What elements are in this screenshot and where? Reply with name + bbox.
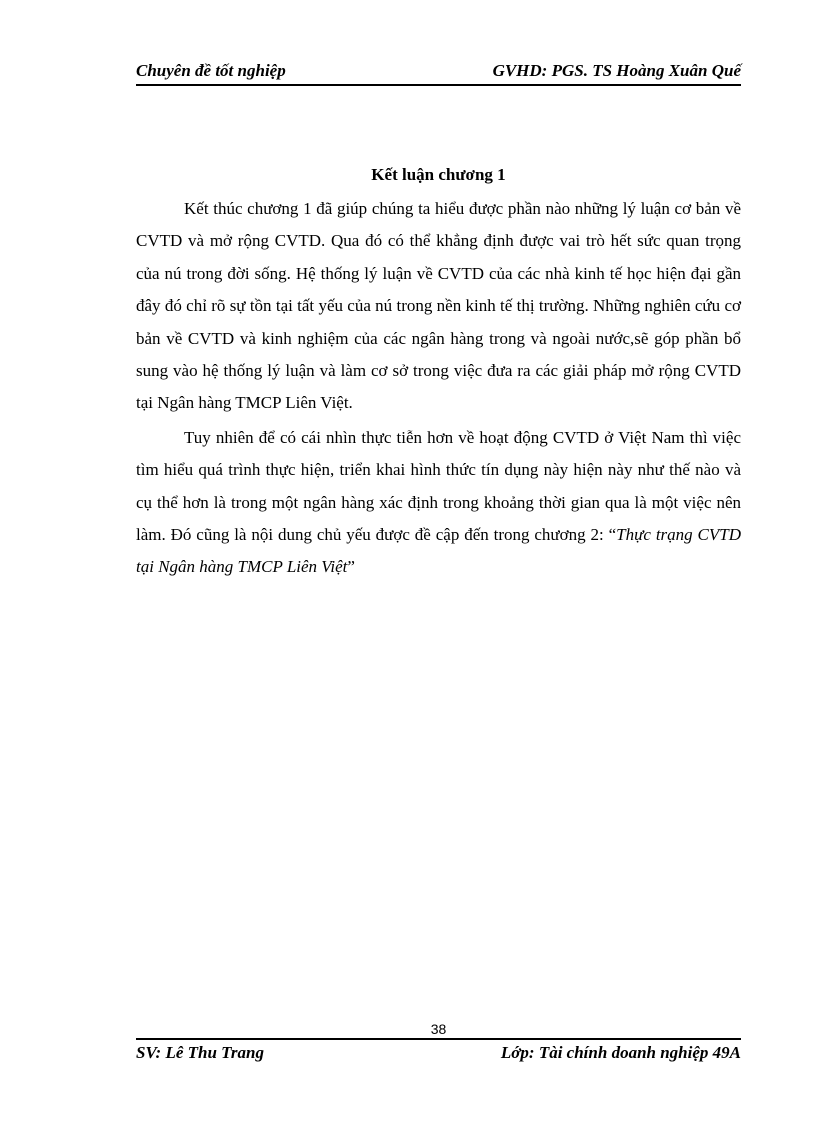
page-number: 38 xyxy=(430,1021,447,1037)
paragraph-2-quote: Thực trạng CVTD tại Ngân hàng TMCP Liên Việt xyxy=(136,525,741,577)
header-left-title: Chuyên đề tốt nghiệp xyxy=(136,61,286,80)
paragraph-2-close: ” xyxy=(347,557,355,577)
footer-divider xyxy=(136,1038,741,1040)
footer-right-class: Lớp: Tài chính doanh nghiệp 49A xyxy=(500,1043,741,1062)
page-header xyxy=(136,60,741,86)
footer-left-student: SV: Lê Thu Trang xyxy=(136,1043,264,1062)
main-content xyxy=(136,163,741,584)
paragraph-1: Kết thúc chương 1 đã giúp chúng ta hiểu được phần nào những lý luận cơ bản về CVTD và mở rộng CVTD. Qua đó có thể khẳng định được vai trò hết sức quan trọng của nú trong đời sống. Hệ thống lý luận về CVTD của các nhà kinh tế học hiện đại gần đây đó chỉ rõ sự tồn tại tất yếu của nú trong nền kinh tế thị trường. Những nghiên cứu cơ bản về CVTD và kinh nghiệm của các ngân hàng trong và ngoài nước,sẽ góp phần bổ sung vào hệ thống lý luận và làm cơ sở trong việc đưa ra các giải pháp mở rộng CVTD tại Ngân hàng TMCP Liên Việt. xyxy=(136,199,741,413)
paragraph-2-text: Tuy nhiên để có cái nhìn thực tiễn hơn về hoạt động CVTD ở Việt Nam thì việc tìm hiểu quá trình thực hiện, triển khai hình thức tín dụng này hiện này như thế nào và cụ thể hơn là trong một ngân hàng xác định trong khoảng thời gian qua là một việc nên làm. Đó cũng là nội dung chủ yếu được đề cập đến trong chương 2: “ xyxy=(136,427,741,545)
page-footer xyxy=(136,1042,741,1064)
section-title: Kết luận chương 1 xyxy=(371,165,506,184)
header-right-advisor: GVHD: PGS. TS Hoàng Xuân Quế xyxy=(492,61,741,80)
paragraph-2 xyxy=(136,422,741,584)
